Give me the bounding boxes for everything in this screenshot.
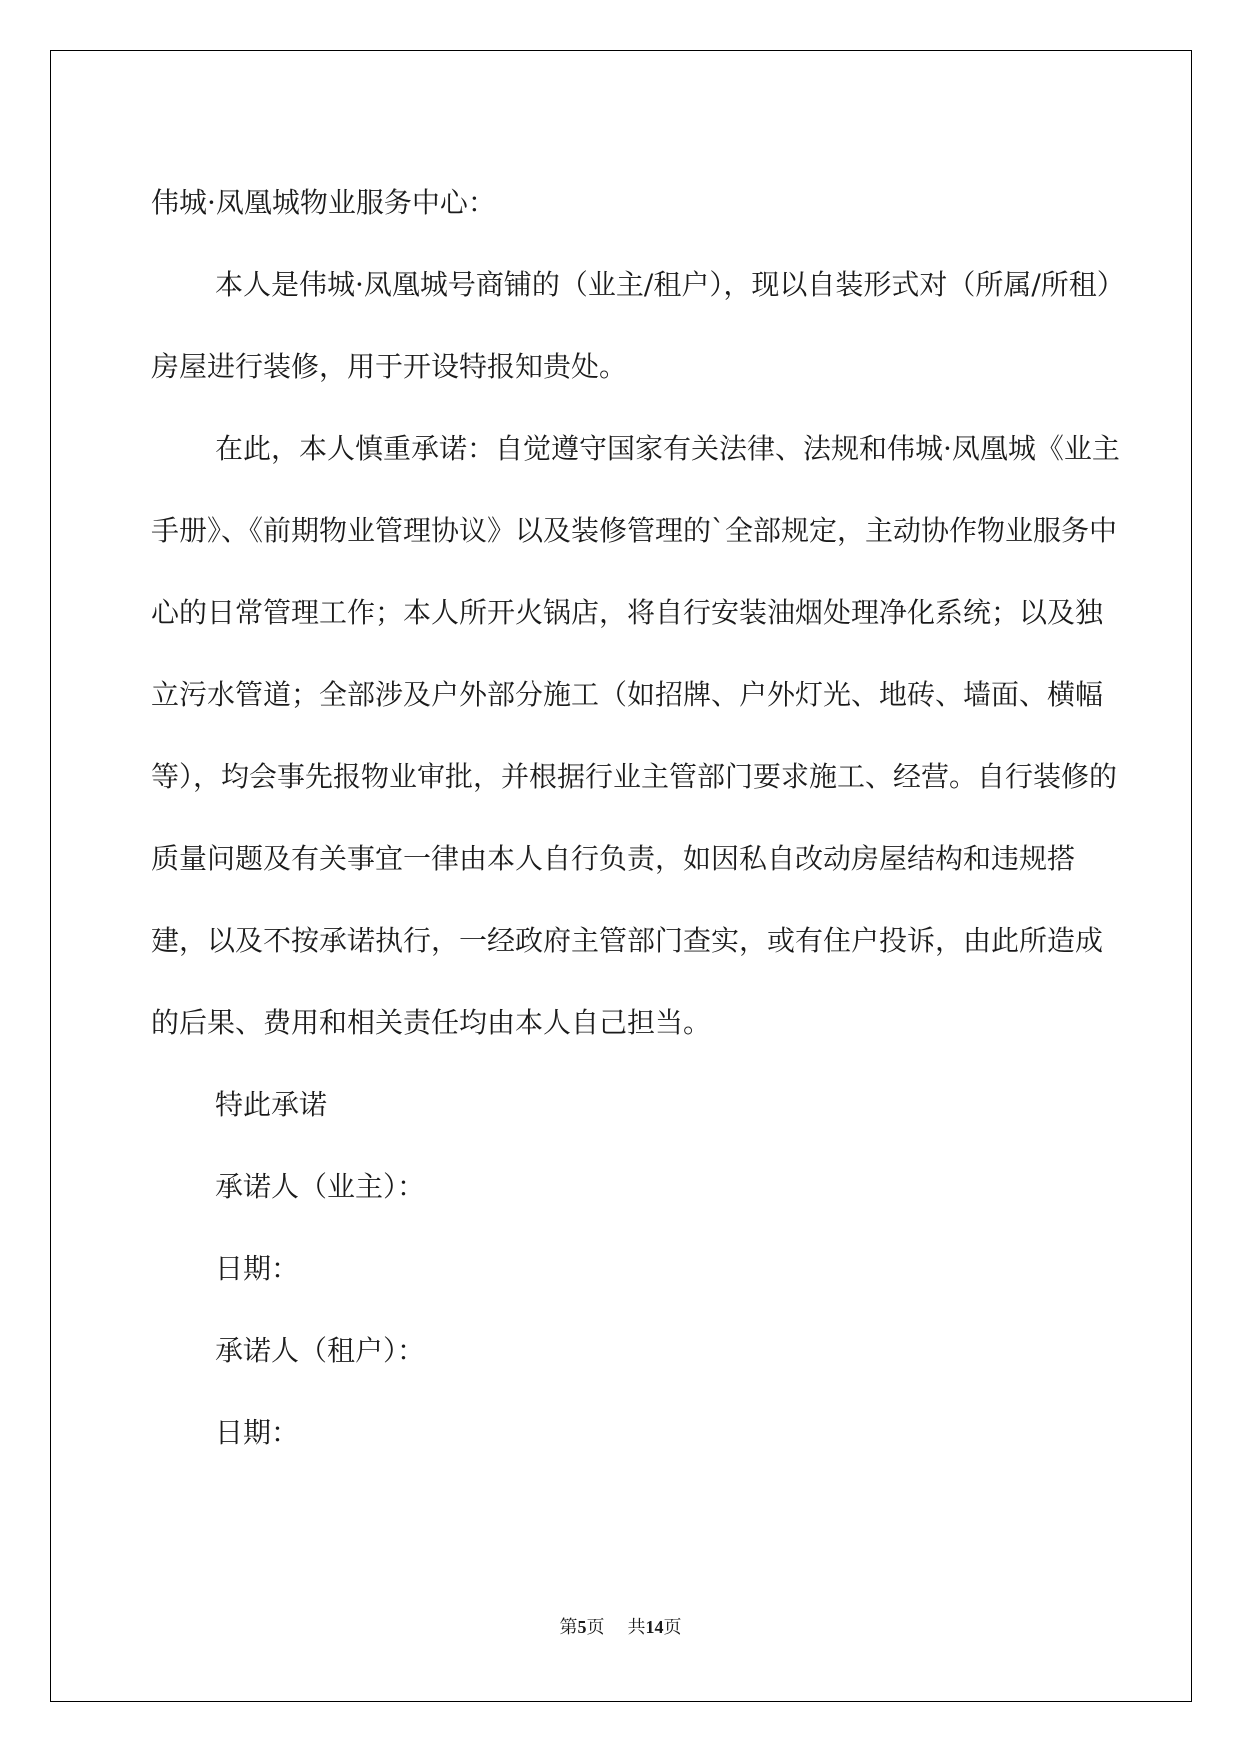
paragraph-commitment: 在此，本人慎重承诺：自觉遵守国家有关法律、法规和伟城·凤凰城《业主手册》、《前期物业管理协议》以及装修管理的`全部规定，主动协作物业服务中心的日常管理工作；本人所开火锅店，将自行安装油烟处理净化系统；以及独立污水管道；全部涉及户外部分施工（如招牌、户外灯光、地砖、墙面、横幅等），均会事先报物业审批，并根据行业主管部门要求施工、经营。自行装修的质量问题及有关事宜一律由本人自行负责，如因私自改动房屋结构和违规搭建，以及不按承诺执行，一经政府主管部门查实，或有住户投诉，由此所造成的后果、费用和相关责任均由本人自己担当。 <box>151 432 1120 1039</box>
page-suffix: 页 <box>586 1617 605 1638</box>
total-suffix: 页 <box>663 1617 682 1638</box>
page-footer <box>0 1613 1241 1639</box>
tenant-signature-label: 承诺人（租户）： <box>215 1334 426 1367</box>
closing-statement: 特此承诺 <box>215 1088 328 1121</box>
salutation: 伟城·凤凰城物业服务中心： <box>151 186 496 219</box>
owner-date-label: 日期： <box>215 1252 300 1285</box>
page-prefix: 第 <box>559 1617 578 1638</box>
owner-signature-label: 承诺人（业主）： <box>215 1170 426 1203</box>
total-pages: 14 <box>645 1617 664 1637</box>
tenant-date-label: 日期： <box>215 1416 300 1449</box>
document-body <box>151 162 1126 1474</box>
page-number: 5 <box>577 1617 587 1637</box>
paragraph-intro: 本人是伟城·凤凰城号商铺的（业主/租户），现以自装形式对（所属/所租）房屋进行装修，用于开设特报知贵处。 <box>151 268 1125 383</box>
total-prefix: 共 <box>627 1617 646 1638</box>
